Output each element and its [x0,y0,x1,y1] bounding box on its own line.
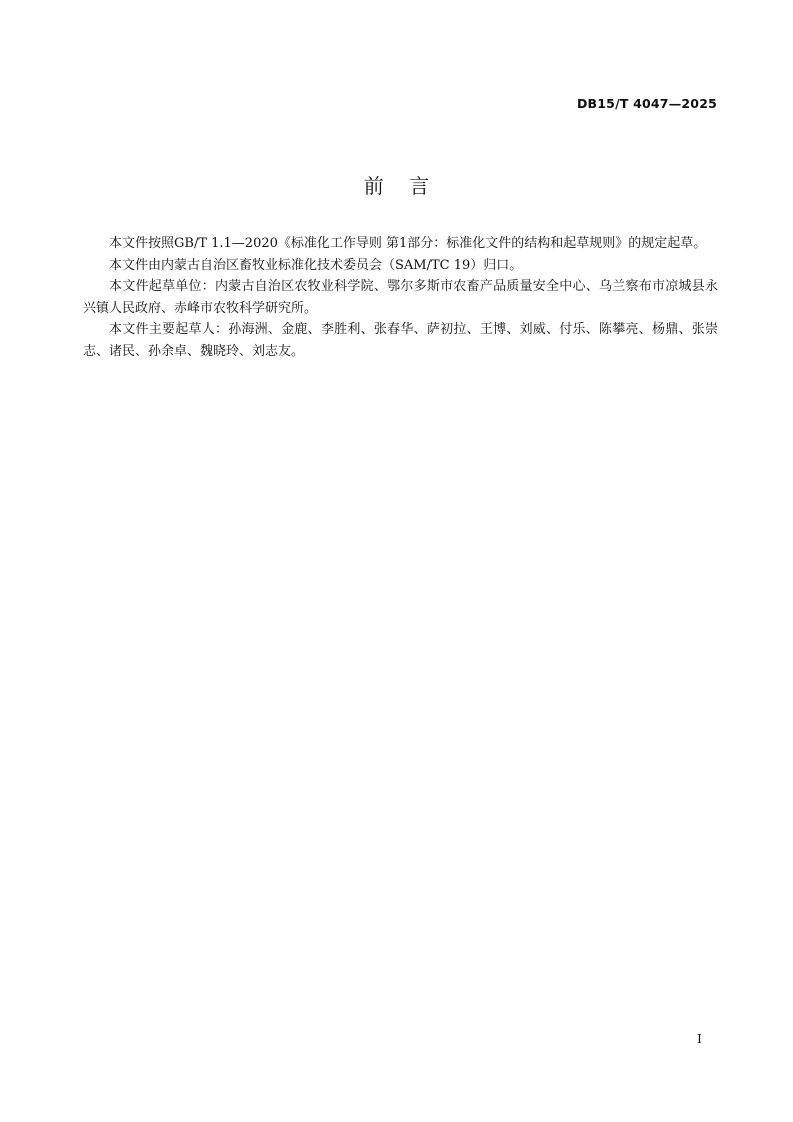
document-code: DB15/T 4047—2025 [576,96,717,111]
paragraph-drafters: 本文件主要起草人：孙海洲、金鹿、李胜利、张春华、萨初拉、王博、刘威、付乐、陈攀亮、杨鼎、张崇志、诸民、孙余卓、魏晓玲、刘志友。 [83,322,718,359]
paragraph-centralized-by: 本文件由内蒙古自治区畜牧业标准化技术委员会（SAM/TC 19）归口。 [109,257,523,273]
paragraph-drafting-units: 本文件起草单位：内蒙古自治区农牧业科学院、鄂尔多斯市农畜产品质量安全中心、乌兰察布市凉城县永兴镇人民政府、赤峰市农牧科学研究所。 [83,279,718,316]
paragraph-drafting-basis: 本文件按照GB/T 1.1—2020《标准化工作导则 第1部分：标准化文件的结构和起草规则》的规定起草。 [109,236,707,251]
foreword-body [83,233,718,362]
page-number: I [697,1031,702,1046]
page-title: 前 言 [363,174,430,198]
